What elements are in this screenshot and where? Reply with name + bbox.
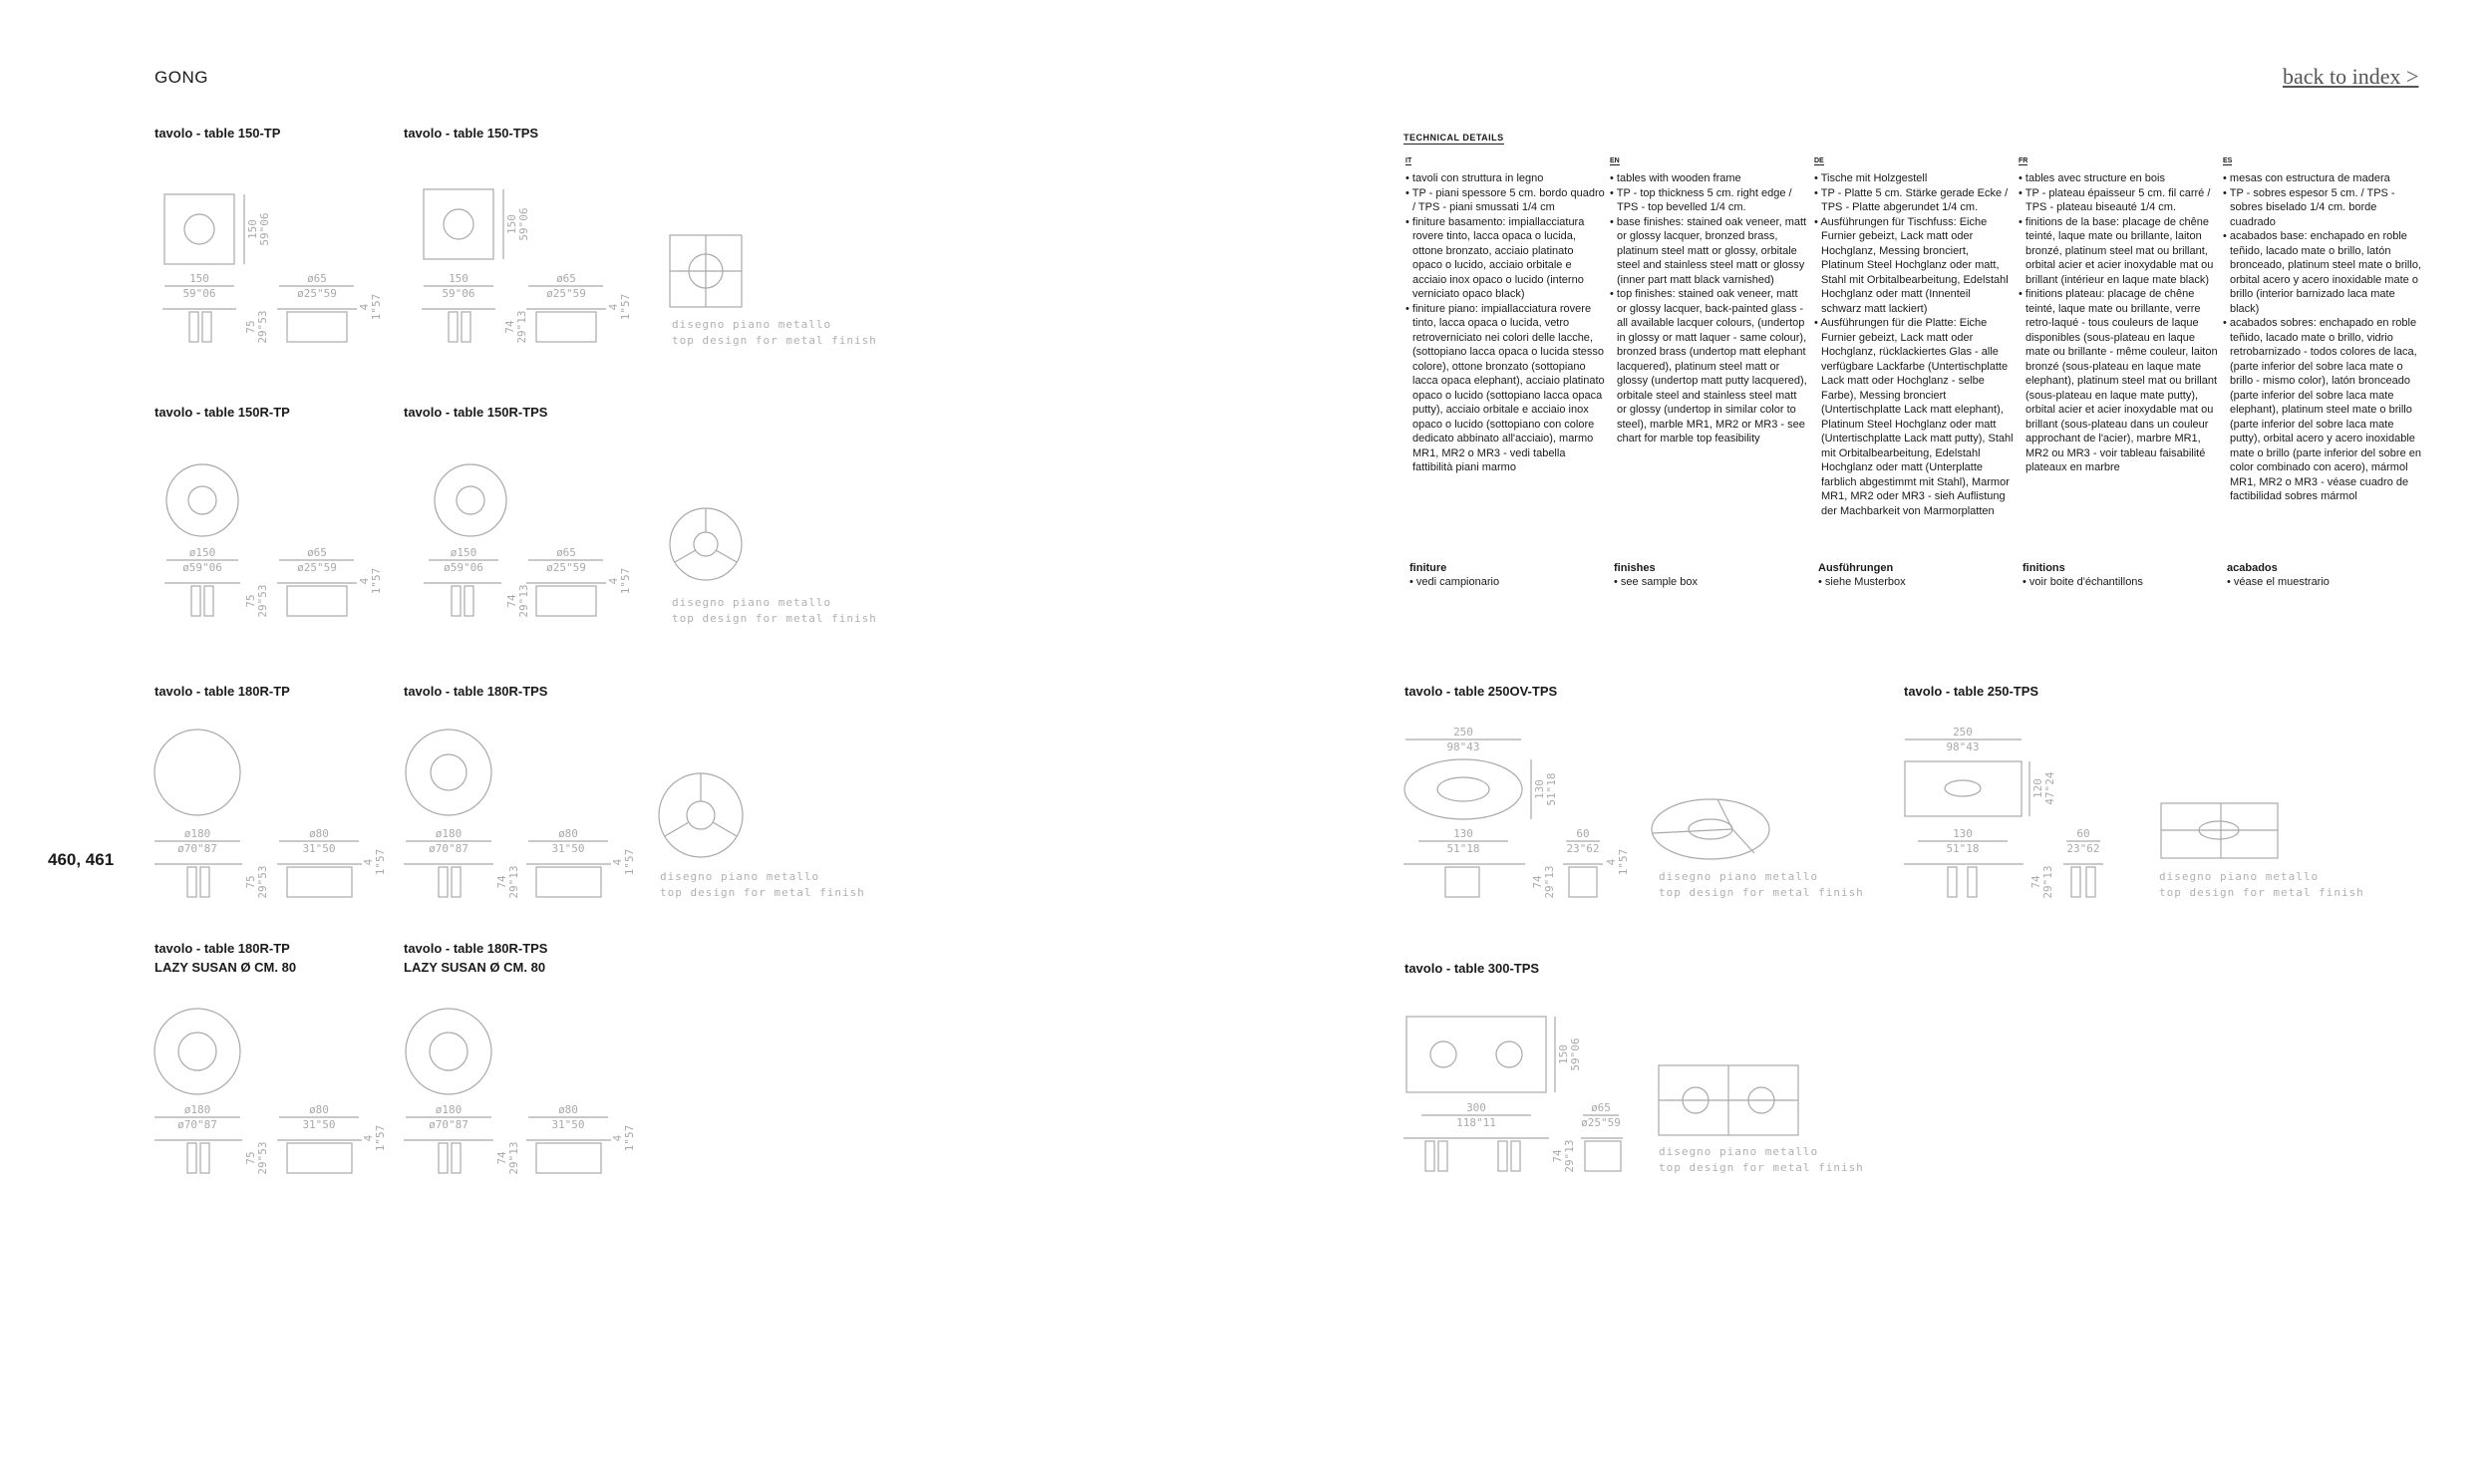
dim-height: 75 bbox=[244, 875, 257, 889]
tech-col-es bbox=[2223, 149, 2422, 504]
dim-thickness: 4 bbox=[607, 577, 620, 585]
drawing-180r-tp bbox=[155, 728, 394, 917]
dim-height: 75 bbox=[244, 1151, 257, 1165]
dim-height: 74 bbox=[505, 594, 518, 608]
dim-depth: 120 bbox=[2031, 778, 2044, 798]
dim-height-in: 29"13 bbox=[507, 865, 520, 899]
finishes-fr bbox=[2023, 561, 2222, 589]
tech-item: • tables with wooden frame bbox=[1610, 171, 1809, 186]
dim-base: ø80 bbox=[558, 827, 578, 840]
product-title-180r-tp: tavolo - table 180R-TP bbox=[155, 684, 290, 699]
finishes-label: acabados bbox=[2227, 562, 2278, 574]
metal-finish-note-1 bbox=[672, 317, 877, 349]
dim-width: 150 bbox=[449, 272, 468, 285]
tech-item: • tavoli con struttura in legno bbox=[1405, 171, 1605, 186]
dim-base-depth: 60 bbox=[1576, 827, 1590, 840]
tech-col-de bbox=[1814, 149, 2014, 518]
dim-width: 300 bbox=[1466, 1101, 1486, 1114]
tech-item: • top finishes: stained oak veneer, matt or glossy lacquer, back-painted glass - all available lacquer colours, (undertop in glossy or matt laquer - same colour), bronzed brass (undertop matt elephant lacquered), platinum steel matt or glossy (undertop matt putty lacquered), orbitale steel and stainless steel matt or glossy (undertop in similar color to steel), marble MR1, MR2 or MR3 - see chart for marble top feasibility bbox=[1610, 287, 1809, 446]
dim-diameter-in: ø70"87 bbox=[429, 842, 468, 855]
dim-base-in: ø25"59 bbox=[546, 287, 586, 300]
dim-base-in: ø25"59 bbox=[546, 561, 586, 574]
dim-thickness-in: 1"57 bbox=[619, 567, 632, 595]
dim-thickness: 4 bbox=[607, 303, 620, 311]
product-title: tavolo - table 180R-TPS bbox=[404, 941, 548, 956]
note-it: disegno piano metallo bbox=[1659, 870, 1819, 883]
product-title-150r-tp: tavolo - table 150R-TP bbox=[155, 405, 290, 420]
dim-base-width-in: 51"18 bbox=[1446, 842, 1480, 855]
finishes-value: • véase el muestrario bbox=[2227, 575, 2426, 589]
finishes-it bbox=[1409, 561, 1609, 589]
dim-depth: 150 bbox=[505, 214, 518, 234]
dim-base: ø65 bbox=[556, 272, 576, 285]
product-title-250ov-tps: tavolo - table 250OV-TPS bbox=[1404, 684, 1558, 699]
dim-diameter-in: ø70"87 bbox=[177, 842, 217, 855]
dim-height: 74 bbox=[495, 875, 508, 889]
drawing-180r-tps-lazy-susan bbox=[404, 1007, 643, 1196]
dim-diameter: ø150 bbox=[450, 546, 477, 559]
dim-width-in: 59"06 bbox=[442, 287, 475, 300]
metal-finish-note-3 bbox=[660, 869, 865, 901]
dim-height: 74 bbox=[1531, 875, 1544, 889]
brand-name: GONG bbox=[155, 68, 208, 87]
product-subtitle: LAZY SUSAN Ø CM. 80 bbox=[155, 960, 297, 975]
dim-height-in: 29"13 bbox=[2041, 865, 2054, 899]
tech-item: • TP - piani spessore 5 cm. bordo quadro / TPS - piani smussati 1/4 cm bbox=[1405, 186, 1605, 215]
note-en: top design for metal finish bbox=[1659, 1161, 1864, 1174]
tech-list bbox=[1405, 171, 1605, 475]
dim-base: ø65 bbox=[556, 546, 576, 559]
dim-thickness: 4 bbox=[1605, 858, 1618, 866]
note-en: top design for metal finish bbox=[672, 334, 877, 347]
note-it: disegno piano metallo bbox=[1659, 1145, 1819, 1158]
lang-label: EN bbox=[1610, 157, 1620, 164]
tech-item: • finiture piano: impiallacciatura rovere tinto, lacca opaca o lucida, vetro retroverniciato nei colori delle lacche, (sottopiano lacca opaca o lucida stesso colore), ottone bronzato (sottopiano lacca opaca elephant), acciaio platinato opaco o lucido (sottopiano lacca opaca putty), acciaio orbitale e acciaio inox opaco o lucido (sottopiano con colore dedicato abbinato all'acciaio), marmo MR1, MR2 o MR3 - vedi tabella fattibilità piani marmo bbox=[1405, 302, 1605, 475]
finishes-label: Ausführungen bbox=[1818, 562, 1894, 574]
dim-base-depth-in: 23"62 bbox=[1566, 842, 1600, 855]
tech-item: • acabados base: enchapado en roble teñido, lacado mate o brillo, latón bronceado, platinum steel mate o brillo, orbital acero y acero inoxidable mate o brillo (interior barnizado laca mate black) bbox=[2223, 229, 2422, 316]
dim-height: 75 bbox=[244, 320, 257, 334]
dim-height: 74 bbox=[495, 1151, 508, 1165]
note-it: disegno piano metallo bbox=[672, 318, 832, 331]
dim-thickness-in: 1"57 bbox=[623, 848, 636, 876]
product-title: tavolo - table 180R-TP bbox=[155, 941, 290, 956]
note-it: disegno piano metallo bbox=[2159, 870, 2320, 883]
dim-thickness-in: 1"57 bbox=[374, 1124, 387, 1152]
tech-item: • tables avec structure en bois bbox=[2019, 171, 2218, 186]
note-en: top design for metal finish bbox=[660, 886, 865, 899]
dim-height: 75 bbox=[244, 594, 257, 608]
dim-thickness-in: 1"57 bbox=[370, 567, 383, 595]
drawing-180r-tp-lazy-susan bbox=[155, 1007, 394, 1196]
dim-height: 74 bbox=[503, 320, 516, 334]
dim-base-in: 31"50 bbox=[302, 842, 336, 855]
dim-depth: 150 bbox=[246, 219, 259, 239]
note-it: disegno piano metallo bbox=[660, 870, 820, 883]
dim-thickness: 4 bbox=[362, 1134, 375, 1142]
tech-list bbox=[1610, 171, 1809, 446]
dim-diameter: ø180 bbox=[435, 1103, 463, 1116]
tech-list bbox=[1814, 171, 2014, 518]
dim-base-in: 31"50 bbox=[551, 842, 585, 855]
dim-depth-in: 59"06 bbox=[1569, 1038, 1582, 1071]
note-en: top design for metal finish bbox=[1659, 886, 1864, 899]
dim-diameter-in: ø59"06 bbox=[182, 561, 222, 574]
product-title-150-tp: tavolo - table 150-TP bbox=[155, 126, 281, 141]
tech-item: • finiture basamento: impiallacciatura rovere tinto, lacca opaca o lucida, ottone bronzato, acciaio platinato opaco o lucido, acciaio orbitale e acciaio inox opaco o lucido (interno verniciato opaco black) bbox=[1405, 215, 1605, 302]
tech-list bbox=[2223, 171, 2422, 504]
metal-finish-note-4 bbox=[1659, 869, 1864, 901]
dim-base-in: 31"50 bbox=[302, 1118, 336, 1131]
tech-item: • finitions de la base: placage de chêne teinté, laque mate ou brillante, laiton bronzé, platinum steel mat ou brillant, orbital acier et acier inoxydable mat ou brillant (intérieur en laque mate black) bbox=[2019, 215, 2218, 288]
dim-thickness-in: 1"57 bbox=[374, 848, 387, 876]
dim-width-in: 118"11 bbox=[1456, 1116, 1496, 1129]
finishes-value: • siehe Musterbox bbox=[1818, 575, 2018, 589]
dim-width-in: 98"43 bbox=[1946, 741, 1980, 753]
metal-top-round-drawing bbox=[668, 506, 748, 586]
dim-base-width: 130 bbox=[1453, 827, 1473, 840]
drawing-150r-tps bbox=[404, 463, 643, 633]
dim-base-depth-in: 23"62 bbox=[2066, 842, 2100, 855]
dim-base-in: 31"50 bbox=[551, 1118, 585, 1131]
finishes-en bbox=[1614, 561, 1813, 589]
tech-item: • TP - sobres espesor 5 cm. / TPS - sobres biselado 1/4 cm. borde cuadrado bbox=[2223, 186, 2422, 230]
drawing-150-tps bbox=[404, 189, 643, 359]
tech-item: • TP - top thickness 5 cm. right edge / TPS - top bevelled 1/4 cm. bbox=[1610, 186, 1809, 215]
dim-height-in: 29"13 bbox=[507, 1141, 520, 1175]
tech-item: • acabados sobres: enchapado en roble teñido, lacado mate o brillo, vidrio retrobarnizado - todos colores de laca, (parte inferior del sobre laca mate o brillo - mismo color), latón bronceado (parte inferior del sobre laca mate elephant), platinum steel mate o brillo (parte inferior del sobre laca mate putty), orbital acero y acero inoxidable mate o brillo (parte inferior del sobre en color combinado con acero), mármol MR1, MR2 o MR3 - véase cuadro de factibilidad sobres mármol bbox=[2223, 316, 2422, 504]
dim-thickness-in: 1"57 bbox=[1617, 848, 1630, 876]
dim-diameter-in: ø70"87 bbox=[177, 1118, 217, 1131]
dim-width: 150 bbox=[189, 272, 209, 285]
tech-item: • TP - Platte 5 cm. Stärke gerade Ecke / TPS - Platte abgerundet 1/4 cm. bbox=[1814, 186, 2014, 215]
tech-col-en bbox=[1610, 149, 1809, 446]
dim-diameter-in: ø70"87 bbox=[429, 1118, 468, 1131]
lang-label: ES bbox=[2223, 157, 2233, 164]
dim-diameter: ø150 bbox=[188, 546, 216, 559]
product-title-180r-tps-lazy-susan bbox=[404, 939, 547, 977]
dim-base: ø80 bbox=[558, 1103, 578, 1116]
note-en: top design for metal finish bbox=[2159, 886, 2364, 899]
product-subtitle: LAZY SUSAN Ø CM. 80 bbox=[404, 960, 546, 975]
tech-item: • mesas con estructura de madera bbox=[2223, 171, 2422, 186]
note-en: top design for metal finish bbox=[672, 612, 877, 625]
dim-diameter: ø180 bbox=[183, 827, 211, 840]
dim-thickness: 4 bbox=[358, 577, 371, 585]
dim-height-in: 29"13 bbox=[1543, 865, 1556, 899]
finishes-de bbox=[1818, 561, 2018, 589]
metal-top-square-drawing bbox=[668, 233, 748, 313]
product-title-180r-tps: tavolo - table 180R-TPS bbox=[404, 684, 548, 699]
dim-thickness: 4 bbox=[362, 858, 375, 866]
dim-base: ø80 bbox=[309, 1103, 329, 1116]
dim-base: ø80 bbox=[309, 827, 329, 840]
dim-base: ø65 bbox=[1591, 1101, 1611, 1114]
dim-base-in: ø25"59 bbox=[1581, 1116, 1621, 1129]
tech-col-it bbox=[1405, 149, 1605, 475]
dim-depth: 150 bbox=[1557, 1044, 1570, 1064]
lang-label: IT bbox=[1405, 157, 1412, 164]
dim-width: 250 bbox=[1953, 726, 1973, 739]
product-title-300-tps: tavolo - table 300-TPS bbox=[1404, 961, 1540, 976]
dim-height-in: 29"53 bbox=[256, 584, 269, 618]
dim-depth: 130 bbox=[1533, 779, 1546, 799]
tech-item: • finitions plateau: placage de chêne teinté, laque mate ou brillante, verre retro-laqué - tous couleurs de laque disponibles (sous-plateau en laque mate ou brillante - même couleur, laiton bronzé (sous-plateau en laque mate elephant), platinum steel mat ou brillant (sous-plateau en laque mate putty), orbital acier et acier inoxydable mat ou brillant (sous-plateau dans un couleur approchant de l'acier), marbre MR1, MR2 ou MR3 - voir tableau faisabilité plateaux en marbre bbox=[2019, 287, 2218, 475]
dim-height-in: 29"13 bbox=[515, 310, 528, 344]
dim-diameter: ø180 bbox=[435, 827, 463, 840]
dim-thickness-in: 1"57 bbox=[623, 1124, 636, 1152]
dim-base-in: ø25"59 bbox=[297, 561, 337, 574]
drawing-150r-tp bbox=[155, 463, 394, 633]
drawing-150-tp bbox=[155, 189, 394, 359]
product-title-150r-tps: tavolo - table 150R-TPS bbox=[404, 405, 548, 420]
tech-item: • TP - plateau épaisseur 5 cm. fil carré / TPS - plateau biseauté 1/4 cm. bbox=[2019, 186, 2218, 215]
dim-depth-in: 51"18 bbox=[1545, 772, 1558, 806]
dim-depth-in: 59"06 bbox=[258, 212, 271, 246]
dim-base: ø65 bbox=[307, 546, 327, 559]
dim-base-in: ø25"59 bbox=[297, 287, 337, 300]
metal-top-round-180-drawing bbox=[658, 772, 748, 862]
dim-base-width: 130 bbox=[1953, 827, 1973, 840]
finishes-value: • voir boite d'échantillons bbox=[2023, 575, 2222, 589]
drawing-180r-tps bbox=[404, 728, 643, 917]
dim-height-in: 29"13 bbox=[1563, 1139, 1576, 1173]
tech-item: • Tische mit Holzgestell bbox=[1814, 171, 2014, 186]
finishes-label: finishes bbox=[1614, 562, 1656, 574]
dim-diameter: ø180 bbox=[183, 1103, 211, 1116]
dim-height-in: 29"13 bbox=[517, 584, 530, 618]
dim-depth-in: 59"06 bbox=[517, 207, 530, 241]
dim-width-in: 98"43 bbox=[1446, 741, 1480, 753]
technical-details-title: TECHNICAL DETAILS bbox=[1403, 133, 1504, 143]
metal-finish-note-2 bbox=[672, 595, 877, 627]
finishes-es bbox=[2227, 561, 2426, 589]
tech-item: • Ausführungen für Tischfuss: Eiche Furnier gebeizt, Lack matt oder Hochglanz, Messing bronciert, Platinum Steel Hochglanz oder matt, Stahl mit Orbitalbearbeitung, Edelstahl Hochglanz oder matt (Innenteil schwarz matt lackiert) bbox=[1814, 215, 2014, 317]
tech-item: • base finishes: stained oak veneer, matt or glossy lacquer, bronzed brass, platinum steel matt or glossy, orbitale steel and stainless steel matt or glossy (inner part matt black varnished) bbox=[1610, 215, 1809, 288]
dim-width: 250 bbox=[1453, 726, 1473, 739]
lang-label: FR bbox=[2019, 157, 2028, 164]
product-title-150-tps: tavolo - table 150-TPS bbox=[404, 126, 539, 141]
dim-base: ø65 bbox=[307, 272, 327, 285]
dim-base-depth: 60 bbox=[2076, 827, 2090, 840]
metal-finish-note-5 bbox=[2159, 869, 2364, 901]
tech-col-fr bbox=[2019, 149, 2218, 475]
finishes-label: finiture bbox=[1409, 562, 1447, 574]
finishes-label: finitions bbox=[2023, 562, 2065, 574]
dim-thickness: 4 bbox=[611, 1134, 624, 1142]
page-numbers: 460, 461 bbox=[48, 850, 115, 869]
dim-diameter-in: ø59"06 bbox=[444, 561, 483, 574]
dim-thickness-in: 1"57 bbox=[619, 293, 632, 321]
dim-height-in: 29"53 bbox=[256, 865, 269, 899]
product-title-250-tps: tavolo - table 250-TPS bbox=[1904, 684, 2039, 699]
tech-item: • Ausführungen für die Platte: Eiche Furnier gebeizt, Lack matt oder Hochglanz, rücklackiertes Glas - alle verfügbare Lackfarbe (Untertischplatte Lack matt oder Hochglanz - selbe Farbe), Messing bronciert (Untertischplatte Lack matt elephant), Platinum Steel Hochglanz oder matt (Untertischplatte Lack matt putty), Stahl mit Orbitalbearbeitung, Edelstahl Hochglanz oder matt (Unterplatte farblich abgestimmt mit Stahl), Marmor MR1, MR2 oder MR3 - sieh Auflistung der Machbarkeit von Marmorplatten bbox=[1814, 316, 2014, 518]
dim-depth-in: 47"24 bbox=[2043, 771, 2056, 805]
dim-height-in: 29"53 bbox=[256, 1141, 269, 1175]
dim-base-width-in: 51"18 bbox=[1946, 842, 1980, 855]
dim-height: 74 bbox=[1551, 1149, 1564, 1163]
dim-thickness: 4 bbox=[611, 858, 624, 866]
back-to-index-link[interactable]: back to index > bbox=[2283, 64, 2419, 89]
dim-height: 74 bbox=[2029, 875, 2042, 889]
dim-thickness-in: 1"57 bbox=[370, 293, 383, 321]
dim-height-in: 29"53 bbox=[256, 310, 269, 344]
dim-thickness: 4 bbox=[358, 303, 371, 311]
note-it: disegno piano metallo bbox=[672, 596, 832, 609]
finishes-value: • see sample box bbox=[1614, 575, 1813, 589]
tech-list bbox=[2019, 171, 2218, 475]
lang-label: DE bbox=[1814, 157, 1824, 164]
product-title-180r-tp-lazy-susan bbox=[155, 939, 296, 977]
metal-finish-note-6 bbox=[1659, 1144, 1864, 1176]
dim-width-in: 59"06 bbox=[182, 287, 216, 300]
finishes-value: • vedi campionario bbox=[1409, 575, 1609, 589]
